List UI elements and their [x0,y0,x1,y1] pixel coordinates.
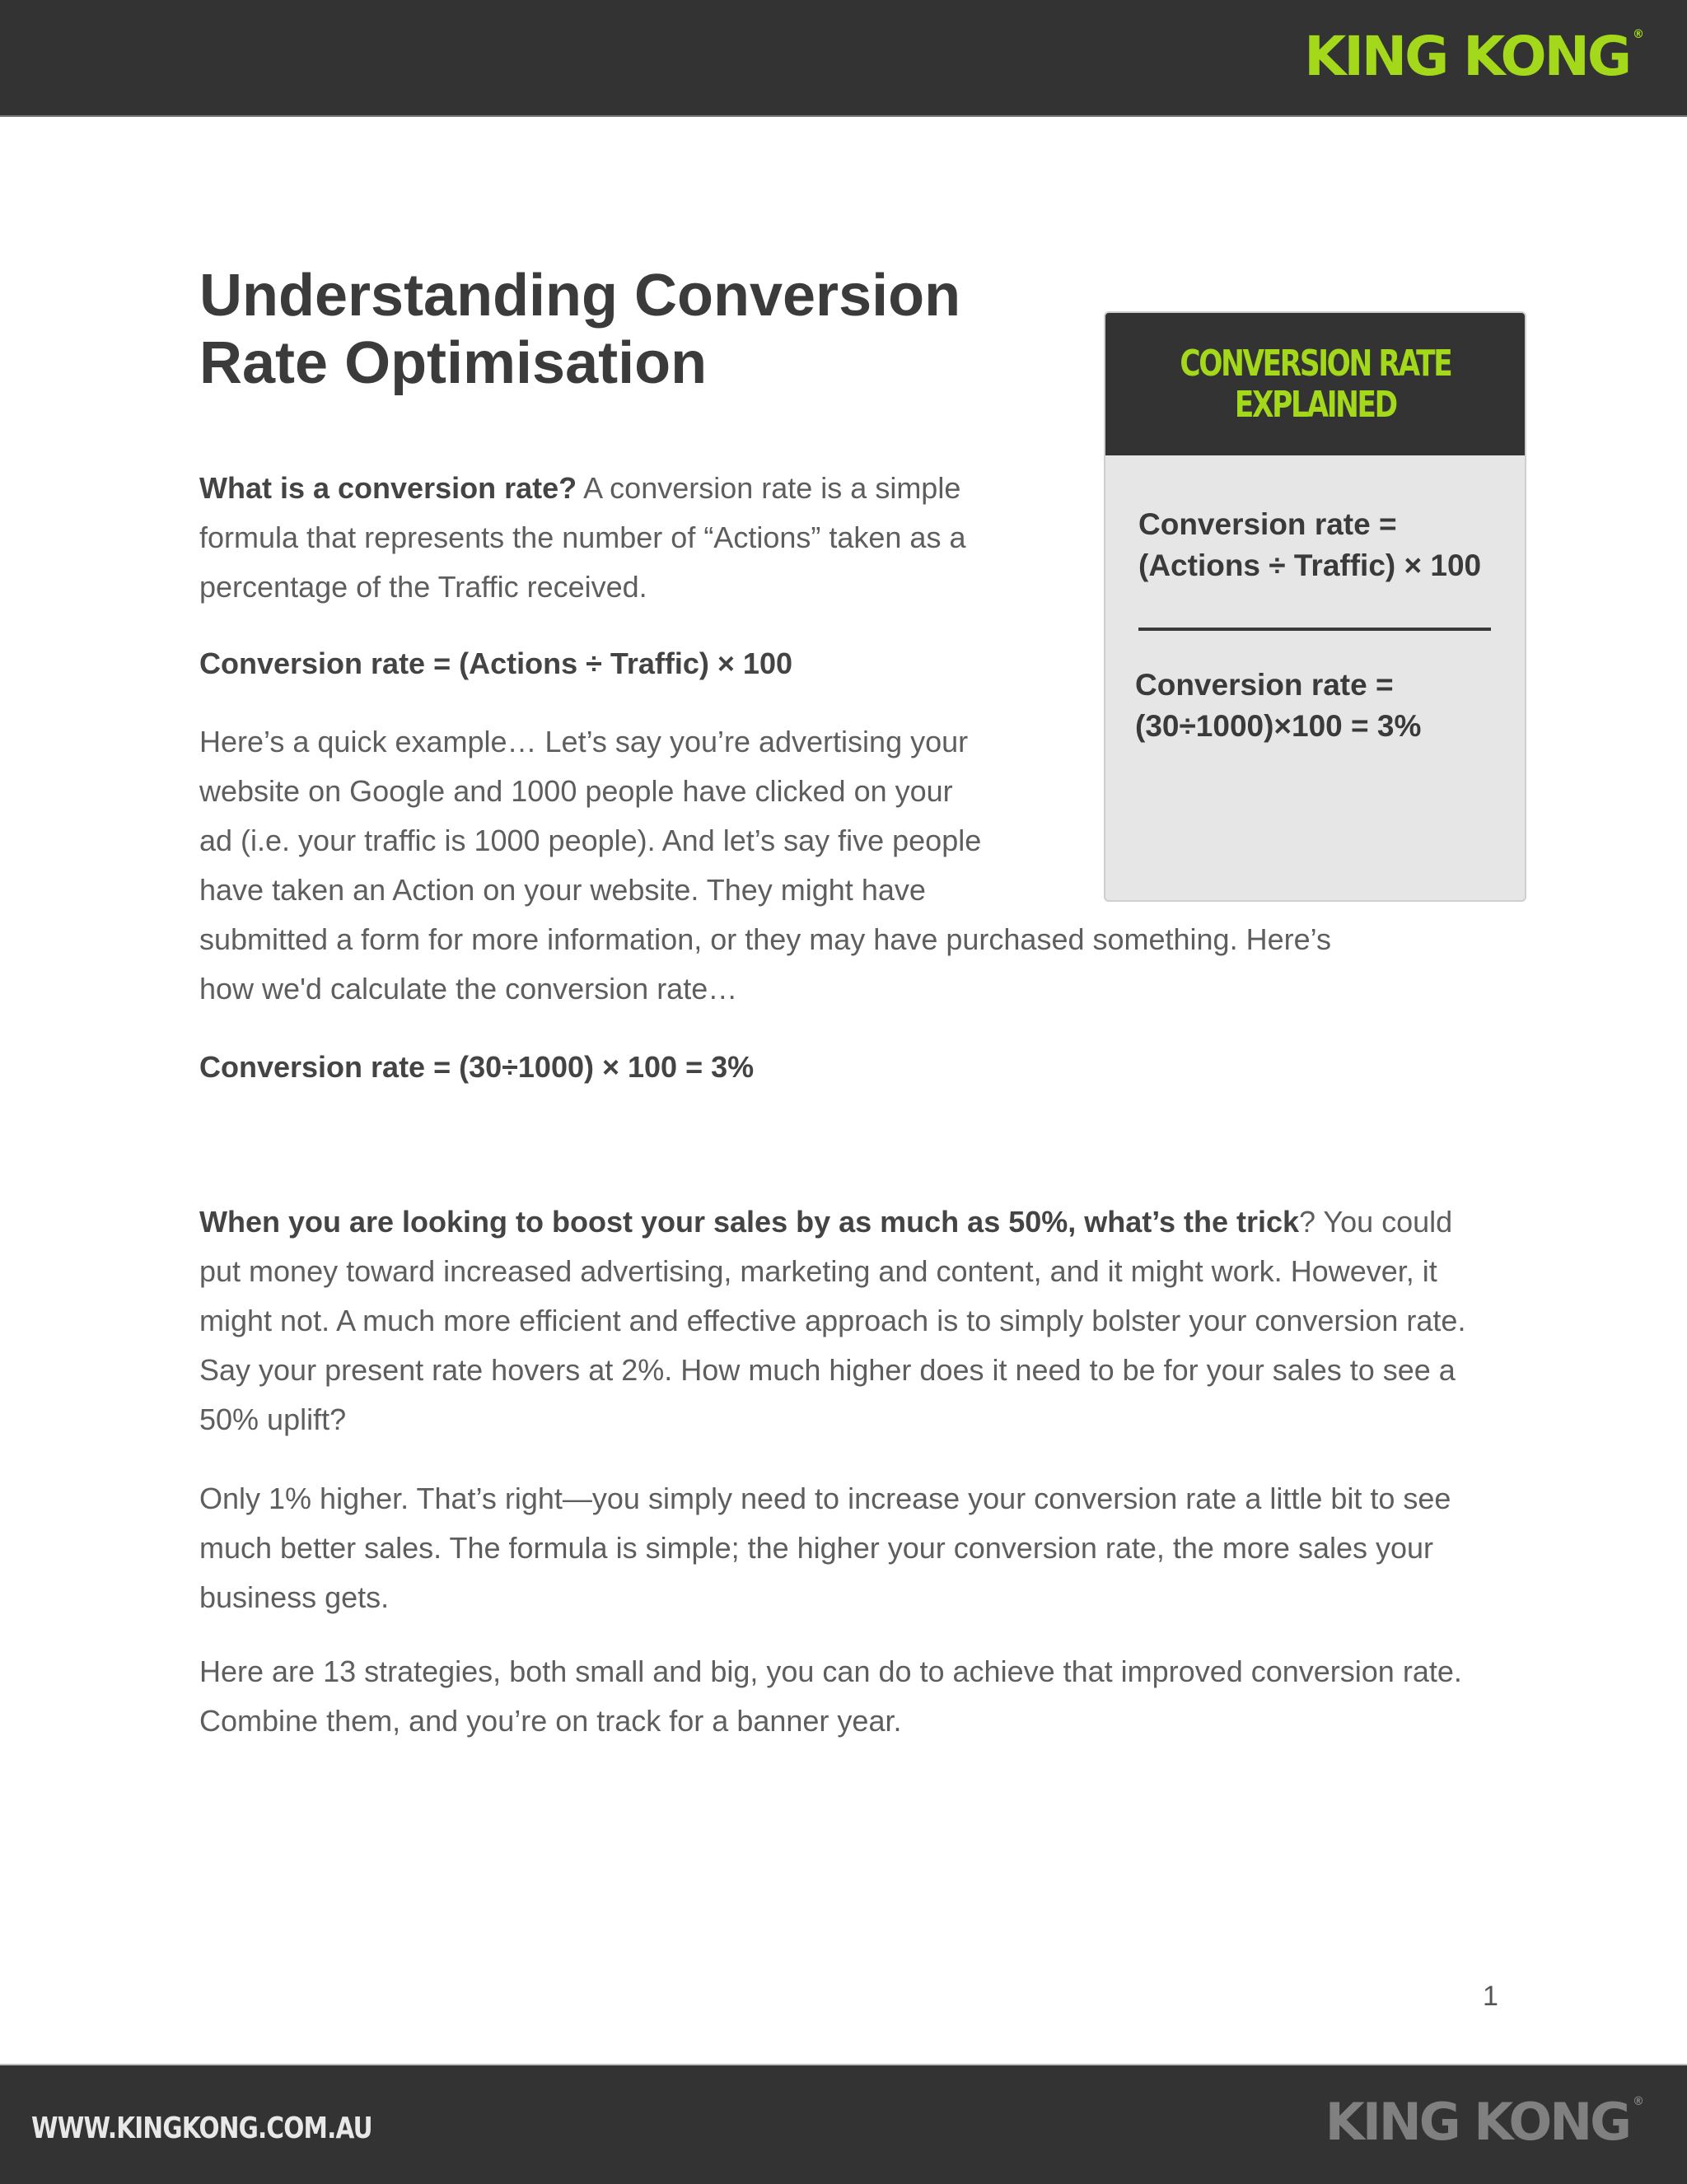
footer-website-link[interactable]: WWW.KINGKONG.COM.AU [31,2112,372,2145]
sidebox-formula-2-line-2: (30÷1000)×100 = 3% [1135,709,1422,743]
example-line: ad (i.e. your traffic is 1000 people). And let’s say five people [199,824,982,857]
definition-text: A conversion rate is a simple formula that represents the number of “Actions” taken as a percentage of the Traffic received. [199,471,966,604]
example-line: have taken an Action on your website. They might have [199,873,926,907]
page-title [199,262,1105,397]
sidebox-formula-example [1135,665,1421,747]
sidebox-divider [1138,628,1491,631]
formula-example: Conversion rate = (30÷1000) × 100 = 3% [199,1050,755,1084]
boost-sales-question: When you are looking to boost your sales by as much as 50%, what’s the trick [199,1205,1300,1239]
title-line-1: Understanding Conversion [199,263,961,329]
sidebox-formula-1-line-2: (Actions ÷ Traffic) × 100 [1138,548,1482,582]
footer-registered-mark: ® [1633,2095,1644,2108]
example-line: how we'd calculate the conversion rate… [199,972,738,1006]
only-one-percent-paragraph: Only 1% higher. That’s right—you simply need to increase your conversion rate a little bit to see much better sales. The formula is simple; the higher your conversion rate, the more sales your business gets. [199,1482,1451,1614]
sidebox-title-line-1: CONVERSION RATE [1180,342,1451,385]
sidebox-formula-general [1138,504,1481,586]
example-line: submitted a form for more information, or they may have purchased something. Here’s [199,922,1331,956]
sidebox-formula-1-line-1: Conversion rate = [1138,507,1397,541]
sidebox-title-line-2: EXPLAINED [1234,383,1396,426]
definition-paragraph [199,464,1048,612]
title-line-2: Rate Optimisation [199,330,708,396]
sidebox-title [1180,343,1451,426]
example-line: website on Google and 1000 people have clicked on your [199,774,953,808]
page-number: 1 [1483,1981,1498,2012]
logo-text: KING KONG [1304,25,1629,88]
sidebox-formula-2-line-1: Conversion rate = [1135,668,1394,702]
conversion-rate-explained-box [1104,311,1526,902]
footer-king-kong-logo [1325,2092,1644,2152]
example-line: Here’s a quick example… Let’s say you’re advertising your [199,725,969,758]
boost-sales-text: ? You could put money toward increased advertising, marketing and content, and it might work. However, it might not. A much more efficient and effective approach is to simply bolster your conversion rate. Say your present rate hovers at 2%. How much higher does it need to be for your sales to see a 50% uplift? [199,1205,1466,1436]
footer-logo-text: KING KONG [1325,2092,1629,2152]
formula-general: Conversion rate = (Actions ÷ Traffic) × 100 [199,646,792,680]
boost-sales-paragraph [199,1197,1501,1444]
king-kong-logo [1304,25,1644,88]
registered-mark: ® [1633,28,1644,41]
definition-question: What is a conversion rate? [199,471,577,505]
strategies-intro-paragraph: Here are 13 strategies, both small and big, you can do to achieve that improved conversion rate. Combine them, and you’re on track for a banner year. [199,1654,1462,1738]
sidebox-header [1105,313,1525,455]
